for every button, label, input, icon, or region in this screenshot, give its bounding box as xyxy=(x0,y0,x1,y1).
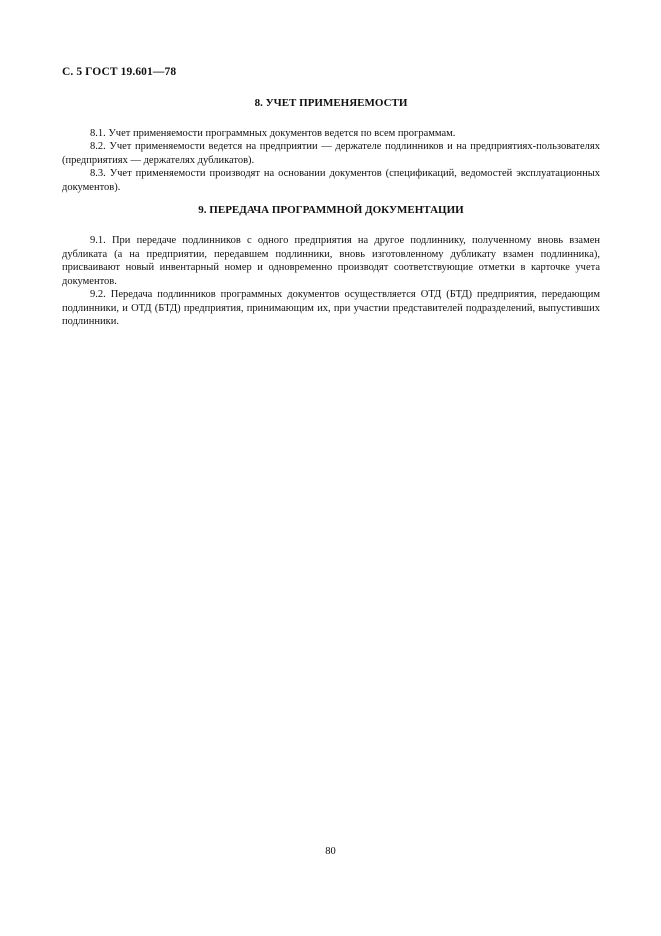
paragraph-8-3: 8.3. Учет применяемости производят на основании документов (спецификаций, ведомостей эксплуатационных документов). xyxy=(62,168,600,193)
page-header: С. 5 ГОСТ 19.601—78 xyxy=(62,66,177,78)
paragraph-8-1: 8.1. Учет применяемости программных документов ведется по всем программам. xyxy=(90,128,456,139)
paragraph-9-2: 9.2. Передача подлинников программных документов осуществляется ОТД (БТД) предприятия, передающим подлинники, и ОТД (БТД) предприятия, принимающим их, при участии представителей подразделений, выпустивших подлинники. xyxy=(62,289,600,327)
section-9-title: 9. ПЕРЕДАЧА ПРОГРАММНОЙ ДОКУМЕНТАЦИИ xyxy=(198,204,464,216)
page-number: 80 xyxy=(325,846,336,857)
paragraph-9-1: 9.1. При передаче подлинников с одного предприятия на другое подлиннику, полученному вновь взамен дубликата (а на предприятии, передавшем подлинники, вновь изготовленному дубликату взамен подлинника), присваивают новый инвентарный номер и одновременно производят соответствующие отметки в карточке учета документов. xyxy=(62,235,600,287)
section-8-title: 8. УЧЕТ ПРИМЕНЯЕМОСТИ xyxy=(254,97,408,109)
paragraph-8-2: 8.2. Учет применяемости ведется на предприятии — держателе подлинников и на предприятиях-пользователях (предприятиях — держателях дубликатов). xyxy=(62,141,600,166)
